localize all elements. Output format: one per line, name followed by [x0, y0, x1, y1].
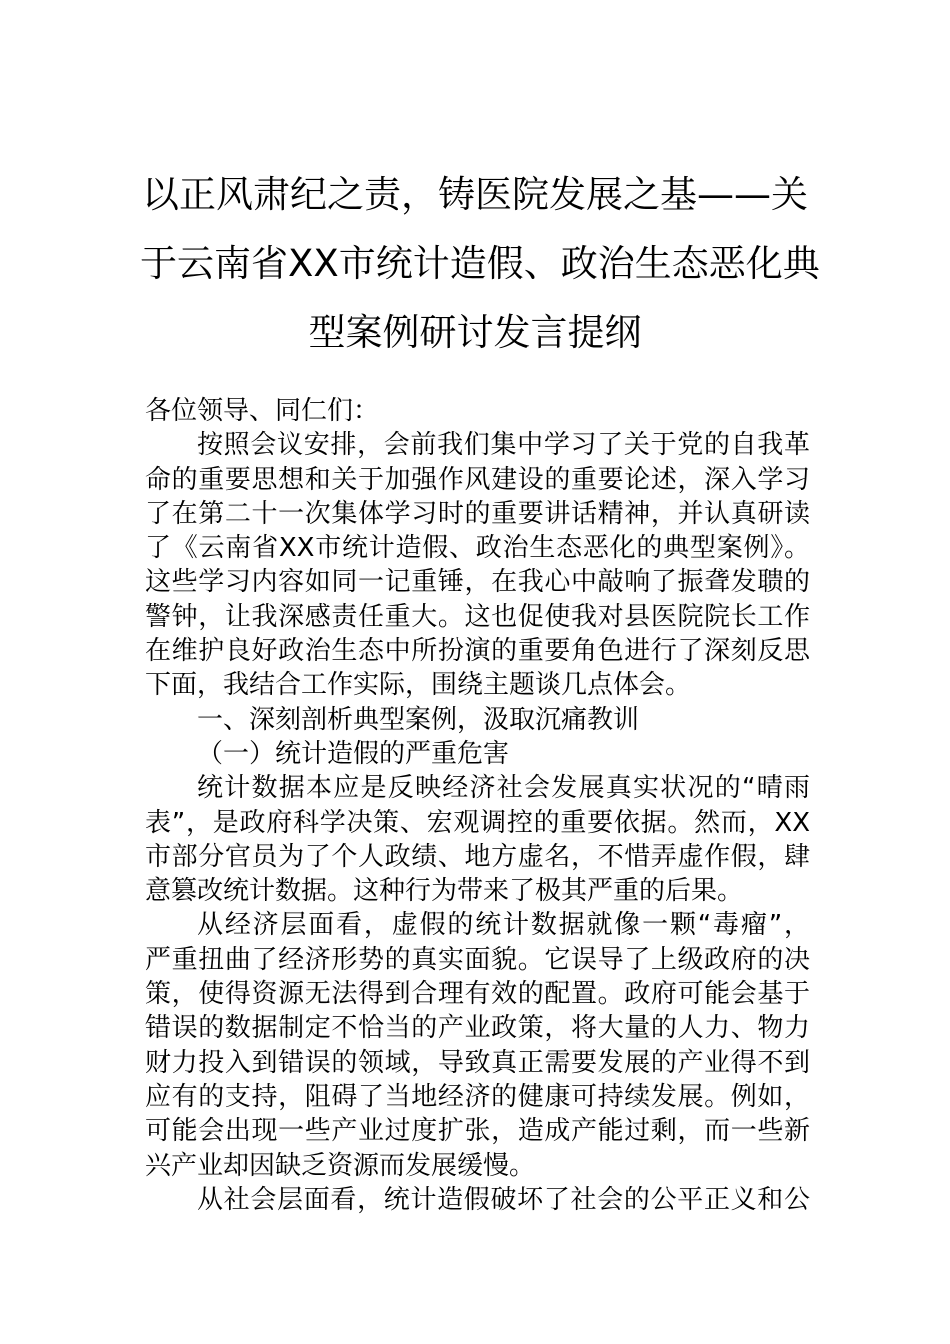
paragraph-line: 严重扭曲了经济形势的真实面貌。它误导了上级政府的决: [145, 944, 810, 975]
paragraph-line: 可能会出现一些产业过度扩张，造成产能过剩，而一些新: [145, 1116, 810, 1147]
document-title: [140, 160, 820, 367]
paragraph-line: 了《云南省XX市统计造假、政治生态恶化的典型案例》。: [145, 533, 810, 564]
paragraph-line: 财力投入到错误的领域，导致真正需要发展的产业得不到: [145, 1047, 810, 1078]
paragraph-line: 兴产业却因缺乏资源而发展缓慢。: [145, 1150, 536, 1181]
paragraph-line: 按照会议安排，会前我们集中学习了关于党的自我革: [197, 430, 810, 461]
section-heading: 一、深刻剖析典型案例，汲取沉痛教训: [197, 704, 640, 735]
paragraph-line: 从社会层面看，统计造假破坏了社会的公平正义和公: [197, 1184, 810, 1215]
paragraph-line: 下面，我结合工作实际，围绕主题谈几点体会。: [145, 670, 692, 701]
paragraph-line: 错误的数据制定不恰当的产业政策，将大量的人力、物力: [145, 1013, 810, 1044]
title-line: 以正风肃纪之责，铸医院发展之基——关: [142, 173, 808, 216]
paragraph-line: 统计数据本应是反映经济社会发展真实状况的“晴雨: [197, 773, 810, 804]
paragraph-line: 市部分官员为了个人政绩、地方虚名，不惜弄虚作假，肆: [145, 841, 810, 872]
paragraph-line: 命的重要思想和关于加强作风建设的重要论述，深入学习: [145, 464, 810, 495]
paragraph-line: 在维护良好政治生态中所扮演的重要角色进行了深刻反思: [145, 636, 810, 667]
paragraph-line: 策，使得资源无法得到合理有效的配置。政府可能会基于: [145, 979, 810, 1010]
paragraph-line: 了在第二十一次集体学习时的重要讲话精神，并认真研读: [145, 498, 810, 529]
paragraph-line: 意篡改统计数据。这种行为带来了极其严重的后果。: [145, 876, 744, 907]
paragraph-line: 应有的支持，阻碍了当地经济的健康可持续发展。例如，: [145, 1081, 810, 1112]
paragraph-line: 从经济层面看，虚假的统计数据就像一颗“毒瘤”，: [197, 910, 810, 941]
title-line: 于云南省XX市统计造假、政治生态恶化典: [140, 242, 820, 285]
paragraph-line: 这些学习内容如同一记重锤，在我心中敲响了振聋发聩的: [145, 567, 810, 598]
title-line: 型案例研讨发言提纲: [308, 311, 642, 354]
subsection-heading: （一）统计造假的严重危害: [197, 738, 510, 769]
document-body: [145, 394, 810, 1217]
paragraph-line: 表”，是政府科学决策、宏观调控的重要依据。然而，XX: [145, 807, 810, 838]
paragraph-line: 警钟，让我深感责任重大。这也促使我对县医院院长工作: [145, 601, 810, 632]
salutation: 各位领导、同仁们：: [145, 396, 380, 426]
